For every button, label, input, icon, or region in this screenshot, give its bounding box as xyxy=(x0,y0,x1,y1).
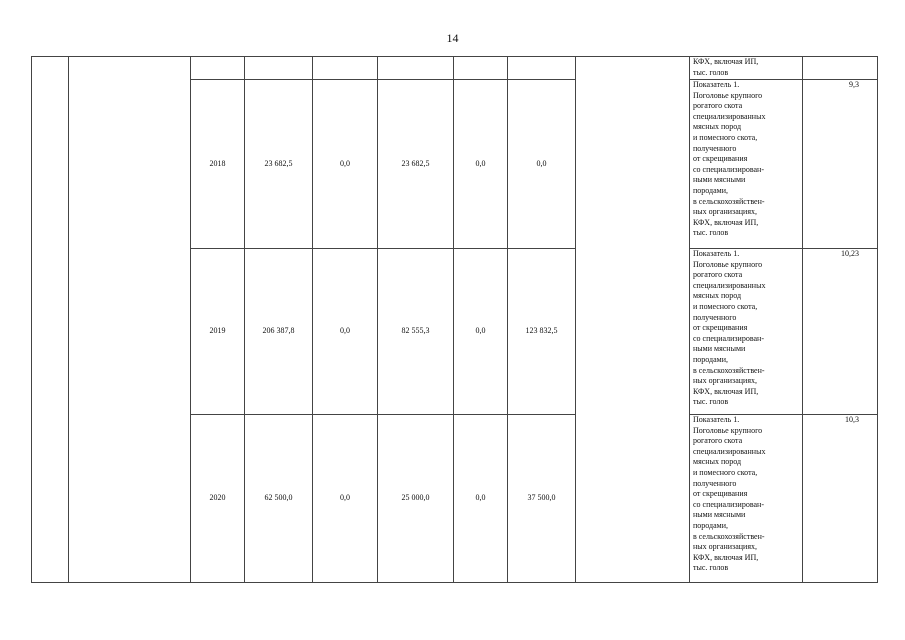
other-cell xyxy=(508,57,576,80)
local-cell xyxy=(454,57,508,80)
indicator-value-cell: 9,3 xyxy=(803,80,878,249)
number-cell xyxy=(32,57,69,583)
other-cell: 123 832,5 xyxy=(508,249,576,415)
total-cell: 206 387,8 xyxy=(245,249,313,415)
local-cell: 0,0 xyxy=(454,80,508,249)
table-row xyxy=(32,57,878,80)
year-cell xyxy=(191,57,245,80)
indicator-cell: КФХ, включая ИП, тыс. голов xyxy=(690,57,803,80)
program-table-wrap xyxy=(31,56,878,583)
other-cell: 0,0 xyxy=(508,80,576,249)
other-cell: 37 500,0 xyxy=(508,415,576,583)
federal-cell: 0,0 xyxy=(313,80,378,249)
total-cell: 23 682,5 xyxy=(245,80,313,249)
total-cell xyxy=(245,57,313,80)
total-cell: 62 500,0 xyxy=(245,415,313,583)
regional-cell xyxy=(378,57,454,80)
indicator-cell: Показатель 1. Поголовье крупного рогатого скота специализированных мясных пород и помесного скота, полученного от скрещивания со специализирован- ными мясными породами, в сельскохозяйствен- ных организациях, КФХ, включая ИП, тыс. голов xyxy=(690,415,803,583)
indicator-value-cell: 10,3 xyxy=(803,415,878,583)
local-cell: 0,0 xyxy=(454,415,508,583)
indicator-cell: Показатель 1. Поголовье крупного рогатого скота специализированных мясных пород и помесного скота, полученного от скрещивания со специализирован- ными мясными породами, в сельскохозяйствен- ных организациях, КФХ, включая ИП, тыс. голов xyxy=(690,249,803,415)
indicator-value-cell: 10,23 xyxy=(803,249,878,415)
page-number: 14 xyxy=(446,31,459,45)
program-table xyxy=(31,56,878,583)
federal-cell: 0,0 xyxy=(313,415,378,583)
regional-cell: 25 000,0 xyxy=(378,415,454,583)
year-cell: 2019 xyxy=(191,249,245,415)
federal-cell xyxy=(313,57,378,80)
name-cell xyxy=(69,57,191,583)
local-cell: 0,0 xyxy=(454,249,508,415)
regional-cell: 23 682,5 xyxy=(378,80,454,249)
year-cell: 2018 xyxy=(191,80,245,249)
executor-cell xyxy=(576,57,690,583)
indicator-cell: Показатель 1. Поголовье крупного рогатого скота специализированных мясных пород и помесного скота, полученного от скрещивания со специализирован- ными мясными породами, в сельскохозяйствен- ных организациях, КФХ, включая ИП, тыс. голов xyxy=(690,80,803,249)
federal-cell: 0,0 xyxy=(313,249,378,415)
regional-cell: 82 555,3 xyxy=(378,249,454,415)
year-cell: 2020 xyxy=(191,415,245,583)
indicator-value-cell xyxy=(803,57,878,80)
